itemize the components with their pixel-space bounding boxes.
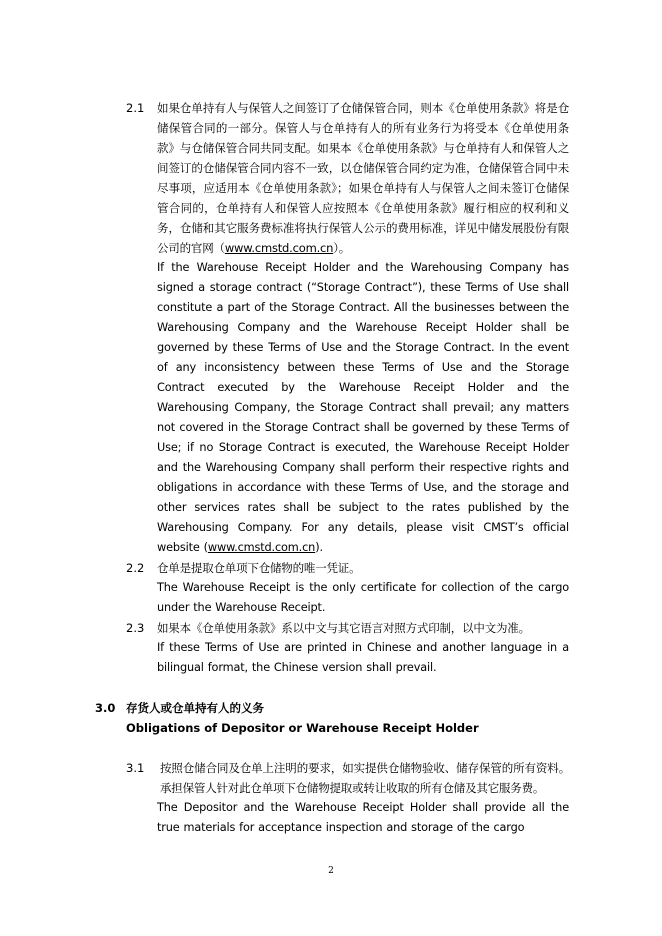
section-title-zh: 存货人或仓单持有人的义务 [126,701,264,715]
section-number: 3.0 [95,701,116,715]
website-link[interactable]: www.cmstd.com.cn [224,241,334,255]
website-link[interactable]: www.cmstd.com.cn [207,541,316,554]
clause-text-en: The Warehouse Receipt is the only certificate for collection of the cargo under the Warehouse Receipt. [157,581,569,614]
clause-number: 3.1 [126,761,145,775]
clause-text-zh: 如果本《仓单使用条款》系以中文与其它语言对照方式印制，以中文为准。 [157,621,530,635]
page-number: 2 [328,866,334,876]
clause-text-zh: 如果仓单持有人与保管人之间签订了仓储保管合同，则本《仓单使用条款》将是仓储保管合同的一部分。保管人与仓单持有人的所有业务行为将受本《仓单使用条款》与仓储保管合同共同支配。如果本《仓单使用条款》与仓单持有人和保管人之间签订的仓储保管合同内容不一致，以仓储保管合同约定为准，仓储保管合同中未尽事项，应适用本《仓单使用条款》；如果仓单持有人与保管人之间未签订仓储保管合同的，仓单持有人和保管人应按照本《仓单使用条款》履行相应的权利和义务，仓储和其它服务费标准将执行保管人公示的费用标准，详见中储发展股份有限公司的官网（www.cmstd.com.cn）。 [157,101,569,255]
clause-text-en: If the Warehouse Receipt Holder and the Warehousing Company has signed a storage contract (“Storage Contract”), these Terms of Use shall constitute a part of the Storage Contract. All the businesses between the Warehousing Company and the Warehouse Receipt Holder shall be governed by these Terms of Use and the Storage Contract. In the event of any inconsistency between these Terms of Use and the Storage Contract executed by the Warehouse Receipt Holder and the Warehousing Company, the Storage Contract shall prevail; any matters not covered in the Storage Contract shall be governed by these Terms of Use; if no Storage Contract is executed, the Warehouse Receipt Holder and the Warehousing Company shall perform their respective rights and obligations in accordance with these Terms of Use, and the storage and other services rates shall be subject to the rates published by the Warehousing Company. For any details, please visit CMST’s official website (www.cmstd.com.cn). [157,261,569,554]
clause-number: 2.3 [126,621,145,635]
clause-text-en: The Depositor and the Warehouse Receipt Holder shall provide all the true materials for acceptance inspection and storage of the cargo [157,801,569,834]
clause-text-en: If these Terms of Use are printed in Chinese and another language in a bilingual format, the Chinese version shall prevail. [157,641,569,674]
clause-number: 2.2 [126,561,145,575]
clause-number: 2.1 [126,101,145,115]
clause-text-zh: 仓单是提取仓单项下仓储物的唯一凭证。 [157,561,361,575]
clause-text-zh: 按照仓储合同及仓单上注明的要求，如实提供仓储物验收、储存保管的所有资料。承担保管人针对此仓单项下仓储物提取或转让收取的所有仓储及其它服务费。 [160,761,570,795]
section-title-en: Obligations of Depositor or Warehouse Receipt Holder [126,721,479,735]
